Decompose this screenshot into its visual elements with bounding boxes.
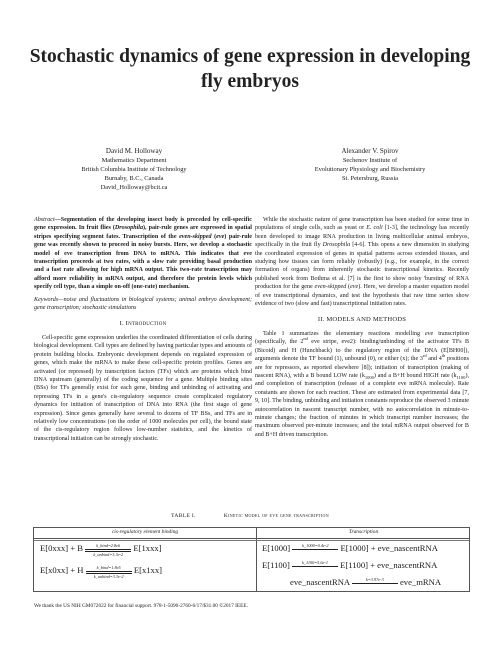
binding-reaction-h: E[x0xx] + H k_bind=1.8e5 k_unbind=3.3e-2 E[x1xx] (40, 565, 162, 580)
funding-footer: We thank the US NIH GM072022 for financial support. 978-1-5090-2760-6/17/$31.00 ©2017 IEEE. (34, 603, 248, 609)
author-affiliation-line: Burnaby, B.C., Canada (104, 175, 164, 182)
abstract-label: Abstract (34, 217, 55, 223)
paper-title: Stochastic dynamics of gene expression in developing fly embryos (29, 46, 471, 92)
table-number: TABLE I. (171, 513, 196, 519)
intro-paragraph-2: While the stochastic nature of gene transcription has been studied for some time in populations of single cells, such as yeast or E. coli [1-3], the technology has recently been developed to image RNA production in living multicellular animal embryos, specifically in the fruit fly Drosophila [4-6]. This opens a new dimension in studying the coordinated expression of genes in spatial patterns across extended tissues, and studying how tissues can form reliably (robustly) (e.g., for example, in the correct formation of organs) from inherently stochastic transcriptional kinetics. Recently published work from Bothma et al. [7] is the first to show noisy 'bursting' of RNA production for the gene even-skipped (eve). Here, we develop a master equation model of eve transcriptional dynamics, and test the hypothesis that raw time series show evidence of two (slow and fast) transcriptional initiation rates. (255, 217, 470, 308)
author-affiliation-line: Evolutionary Physiology and Biochemistry (314, 166, 426, 173)
table-header-rule (34, 540, 469, 541)
methods-paragraph: Table 1 summarizes the elementary reactions modelling eve transcription (specifically, the 2nd eve stripe, eve2): binding/unbinding of the activator TFs B (Bicoid) and H (Hunchback) to the regulatory region of the DNA (E[BH00]), arguments denote the TF bound (1), unbound (0), or either (x); the 3rd and 4th positions are for repressors, as reported elsewhere [8]); initiation of transcription (making of nascent RNA), with a B bound LOW rate $(k_{1000})$ and a B+H bound HIGH rate $(k_{1100})$, and completion of transcription (release of a complete eve mRNA molecule). Rate constants are shown for each reaction. These are estimated from experimental data [7, 9, 10]. The binding, unbinding and initiation constants reproduce the observed 3 minute autocorrelation in nascent transcript number, with no autocorrelation in minute-to-minute changes; the fraction of minutes in which transcript number increases; the maximum observed per-minute increases; and the total mRNA output observed for B and B+H driven transcription. (255, 330, 470, 438)
author-affiliation-line: St. Petersburg, Russia (342, 175, 398, 182)
arrow-icon: k=3.97e-3 (352, 578, 398, 588)
introduction-paragraph: Cell-specific gene expression underlies the coordinated differentiation of cells during biological development. Cell types are defined by having particular types and amounts of protein building blocks. Embryonic development depends on regulated expression of genes, which make the mRNA to make these cell-specific protein profiles. Genes are activated (or repressed) by transcription factors (TFs) which are proteins which bind DNA upstream (generally) of the coding sequence for a gene. Multiple binding sites (BSs) for TFs generally exist for each gene, binding and unbinding of activating and repressing TFs in a gene's cis-regulatory sequence create complicated regulatory dynamics for initiation of transcription of DNA into RNA (the first stage of gene expression). Since genes generally have several to dozens of TF BSs, and TFs are in relatively low concentrations (on the order of 1000 molecules per cell), the bound state of the cis-regulatory region follows low-number statistics, and the kinetics of transcriptional initiation can be strongly stochastic. (34, 334, 252, 442)
section-heading-introduction: I. Introduction (119, 320, 167, 328)
transcription-reaction-high: E[1100] k_1100=5.6e-1 E[1100] + eve_nascentRNA (262, 560, 438, 570)
section-heading-methods: II. MODELS AND METHODS (317, 316, 407, 324)
transcription-reaction-low: E[1000] k_1000=0.4e-2 E[1000] + eve_nascentRNA (262, 543, 438, 553)
reversible-arrow-icon: k_bind=2.8e6 k_unbind=3.3e-2 (85, 544, 131, 554)
binding-reaction-b: E[0xxx] + B k_bind=2.8e6 k_unbind=3.3e-2 E[1xxx] (40, 543, 162, 558)
author-block-1 (34, 147, 234, 192)
mrna-completion-reaction: eve_nascentRNA k=3.97e-3 eve_mRNA (290, 577, 442, 587)
abstract: Abstract—Segmentation of the developing insect body is preceded by cell-specific gene expression. In fruit flies (Drosophila), pair-rule genes are expressed in spatial stripes specifying segment fates. Transcription of the even-skipped (eve) pair-rule gene was recently shown to proceed in noisy bursts. Here, we develop a stochastic model of eve transcription from DNA to mRNA. This indicates that eve transcription proceeds at two rates, with a slow rate providing basal production and a fast rate allowing for high mRNA output. This two-rate transcription may afford more reliability in mRNA output, and therefore the protein levels which specify cell type, than a simple on-off (one-rate) mechanism. (34, 217, 253, 291)
author-block-2 (270, 147, 470, 183)
table-header-transcription: Transcription (348, 529, 379, 535)
table-title: Kinetic model of eve gene transcription (223, 513, 329, 519)
kinetic-model-table (33, 527, 470, 592)
author-affiliation-line: Sechenov Institute of (342, 157, 398, 164)
right-column (255, 216, 469, 441)
author-email: David_Holloway@bcit.ca (100, 184, 168, 191)
author-name: Alexander V. Spirov (341, 147, 399, 155)
author-name: David M. Holloway (105, 147, 163, 155)
arrow-icon: k_1000=0.4e-2 (292, 544, 338, 554)
arrow-icon: k_1100=5.6e-1 (292, 561, 338, 571)
keywords-label: Keywords (34, 296, 59, 303)
table-caption (0, 513, 500, 519)
left-column (34, 216, 252, 445)
author-affiliation-line: Mathematics Department (101, 157, 167, 164)
author-affiliation-line: British Columbia Institute of Technology (81, 166, 187, 173)
table-header-binding: cis-regulatory element binding (111, 529, 179, 535)
keywords: Keywords—noise and fluctuations in biological systems; animal embryo development; gene transcription; stochastic simulations (34, 296, 252, 312)
reversible-arrow-icon: k_bind=1.8e5 k_unbind=3.3e-2 (86, 566, 132, 576)
